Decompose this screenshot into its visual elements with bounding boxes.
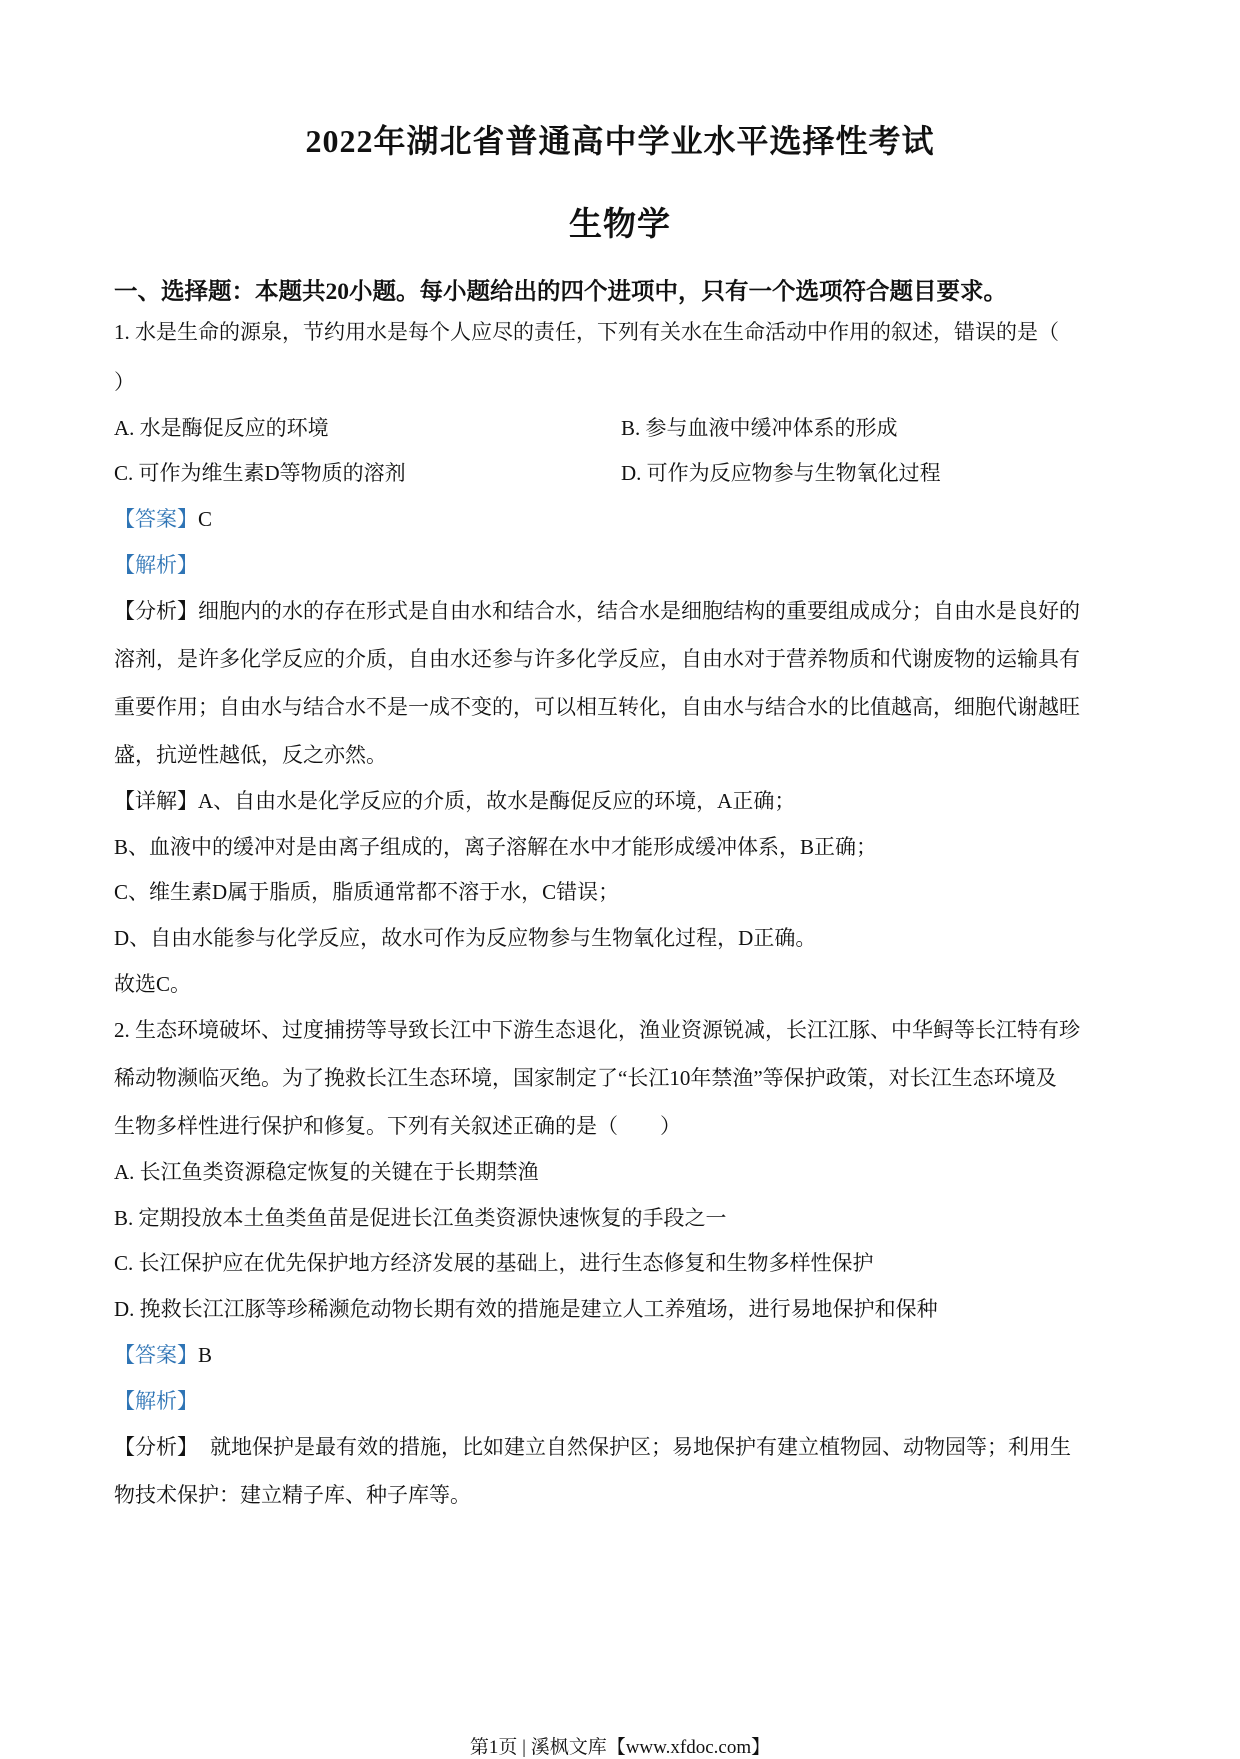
q1-analysis-line1 xyxy=(114,601,1080,622)
q1-option-a: A. 水是酶促反应的环境 xyxy=(114,416,329,440)
q2-option-c: C. 长江保护应在优先保护地方经济发展的基础上，进行生态修复和生物多样性保护 xyxy=(114,1251,874,1275)
q2-stem-line2: 稀动物濒临灭绝。为了挽救长江生态环境，国家制定了“长江10年禁渔”等保护政策，对长江生态环境及 xyxy=(114,1066,1057,1090)
q1-analysis-line2: 溶剂，是许多化学反应的介质，自由水还参与许多化学反应，自由水对于营养物质和代谢废物的运输具有 xyxy=(114,647,1080,671)
analysis-tag: 【分析】 xyxy=(114,599,198,623)
q1-stem-line1: 1. 水是生命的源泉，节约用水是每个人应尽的责任，下列有关水在生命活动中作用的叙述，错误的是（ xyxy=(114,320,1059,344)
analysis-text: 就地保护是最有效的措施，比如建立自然保护区；易地保护有建立植物园、动物园等；利用生 xyxy=(210,1435,1071,1459)
q1-analysis-line3: 重要作用；自由水与结合水不是一成不变的，可以相互转化，自由水与结合水的比值越高，细胞代谢越旺 xyxy=(114,695,1080,719)
q2-analysis-line1 xyxy=(114,1437,1071,1458)
q1-detail-line1 xyxy=(114,791,795,812)
q2-analysis-line2: 物技术保护：建立精子库、种子库等。 xyxy=(114,1483,471,1507)
subject-title: 生物学 xyxy=(569,207,671,243)
q2-option-d: D. 挽救长江江豚等珍稀濒危动物长期有效的措施是建立人工养殖场，进行易地保护和保种 xyxy=(114,1297,938,1321)
answer-value: B xyxy=(198,1343,213,1367)
q2-stem-line1: 2. 生态环境破坏、过度捕捞等导致长江中下游生态退化，渔业资源锐减，长江江豚、中华鲟等长江特有珍 xyxy=(114,1018,1080,1042)
answer-tag: 【答案】 xyxy=(114,1343,198,1367)
q1-conclusion: 故选C。 xyxy=(114,972,192,996)
q1-detail-line2: B、血液中的缓冲对是由离子组成的，离子溶解在水中才能形成缓冲体系，B正确； xyxy=(114,835,878,859)
analysis-text: 细胞内的水的存在形式是自由水和结合水，结合水是细胞结构的重要组成成分；自由水是良好的 xyxy=(198,599,1080,623)
q1-option-c: C. 可作为维生素D等物质的溶剂 xyxy=(114,461,406,485)
q1-answer xyxy=(114,509,212,530)
detail-text: A、自由水是化学反应的介质，故水是酶促反应的环境，A正确； xyxy=(198,789,796,813)
q1-analysis-line4: 盛，抗逆性越低，反之亦然。 xyxy=(114,743,387,767)
q2-jiexi-tag: 【解析】 xyxy=(114,1389,198,1413)
q2-option-b: B. 定期投放本土鱼类鱼苗是促进长江鱼类资源快速恢复的手段之一 xyxy=(114,1206,727,1230)
q1-jiexi-tag: 【解析】 xyxy=(114,553,198,577)
exam-title: 2022年湖北省普通高中学业水平选择性考试 xyxy=(305,123,935,159)
q2-answer xyxy=(114,1345,212,1366)
q1-detail-line4: D、自由水能参与化学反应，故水可作为反应物参与生物氧化过程，D正确。 xyxy=(114,926,817,950)
section-heading: 一、选择题：本题共20小题。每小题给出的四个进项中，只有一个选项符合题目要求。 xyxy=(114,279,1007,305)
q1-option-d: D. 可作为反应物参与生物氧化过程 xyxy=(621,461,941,485)
page-footer: 第1页 | 溪枫文库【www.xfdoc.com】 xyxy=(469,1737,771,1758)
q2-stem-line3: 生物多样性进行保护和修复。下列有关叙述正确的是（ ） xyxy=(114,1114,681,1138)
answer-value: C xyxy=(198,507,213,531)
q1-stem-line2: ） xyxy=(114,370,135,394)
q2-option-a: A. 长江鱼类资源稳定恢复的关键在于长期禁渔 xyxy=(114,1160,539,1184)
analysis-tag: 【分析】 xyxy=(114,1435,198,1459)
q1-option-b: B. 参与血液中缓冲体系的形成 xyxy=(621,416,898,440)
q1-detail-line3: C、维生素D属于脂质，脂质通常都不溶于水，C错误； xyxy=(114,880,620,904)
detail-tag: 【详解】 xyxy=(114,789,198,813)
answer-tag: 【答案】 xyxy=(114,507,198,531)
